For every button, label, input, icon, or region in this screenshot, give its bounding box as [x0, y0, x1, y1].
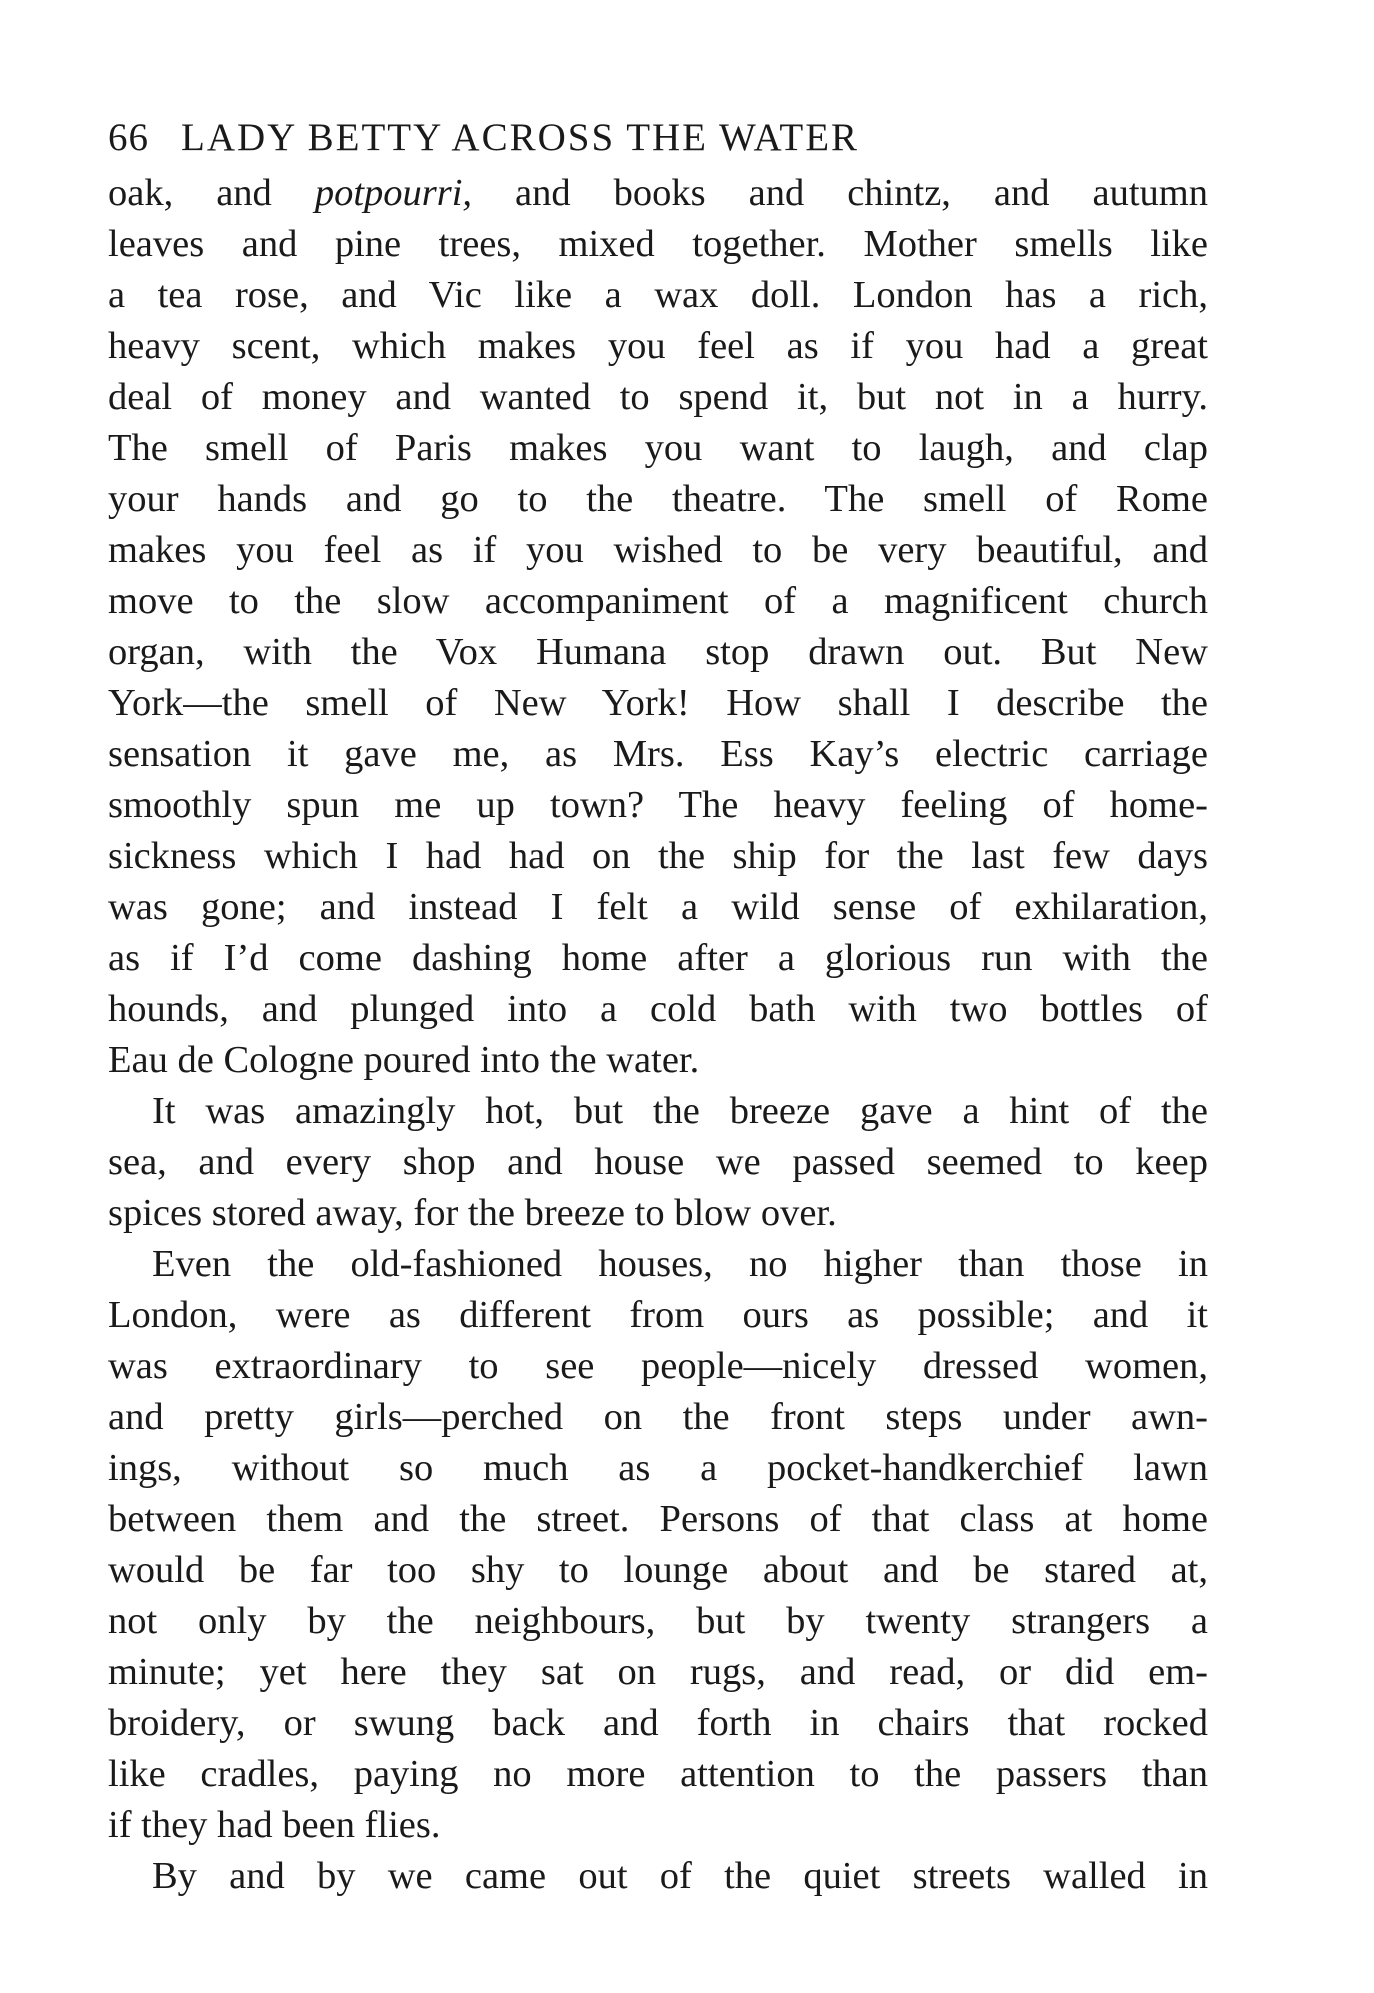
text-line: like cradles, paying no more attention to the passers than — [108, 1753, 1208, 1795]
page-number: 66 — [108, 116, 149, 159]
text-line: as if I’d come dashing home after a glorious run with the — [108, 937, 1208, 979]
text-line: smoothly spun me up town? The heavy feeling of home- — [108, 784, 1208, 826]
text-line: move to the slow accompaniment of a magnificent church — [108, 580, 1208, 622]
text-line: minute; yet here they sat on rugs, and read, or did em- — [108, 1651, 1208, 1693]
text-line: and pretty girls—perched on the front steps under awn- — [108, 1396, 1208, 1438]
paragraph — [108, 168, 1208, 1086]
text-line: sea, and every shop and house we passed seemed to keep — [108, 1141, 1208, 1183]
text-line: a tea rose, and Vic like a wax doll. London has a rich, — [108, 274, 1208, 316]
text-line: Even the old-fashioned houses, no higher than those in — [152, 1243, 1208, 1285]
text-line: heavy scent, which makes you feel as if you had a great — [108, 325, 1208, 367]
text-line: would be far too shy to lounge about and be stared at, — [108, 1549, 1208, 1591]
text-line: sickness which I had had on the ship for the last few days — [108, 835, 1208, 877]
text-line: sensation it gave me, as Mrs. Ess Kay’s electric carriage — [108, 733, 1208, 775]
text-line: London, were as different from ours as possible; and it — [108, 1294, 1208, 1336]
paragraph — [108, 1239, 1208, 1851]
text-line: oak, and potpourri, and books and chintz, and autumn — [108, 172, 1208, 214]
text-line: was gone; and instead I felt a wild sense of exhilaration, — [108, 886, 1208, 928]
text-line: not only by the neighbours, but by twenty strangers a — [108, 1600, 1208, 1642]
text-line: if they had been flies. — [108, 1804, 441, 1846]
text-line: makes you feel as if you wished to be very beautiful, and — [108, 529, 1208, 571]
text-line: ings, without so much as a pocket-handkerchief lawn — [108, 1447, 1208, 1489]
text-line: Eau de Cologne poured into the water. — [108, 1039, 700, 1081]
book-title: LADY BETTY ACROSS THE WATER — [181, 116, 860, 159]
text-line: organ, with the Vox Humana stop drawn out. But New — [108, 631, 1208, 673]
text-line: broidery, or swung back and forth in chairs that rocked — [108, 1702, 1208, 1744]
text-line: York—the smell of New York! How shall I describe the — [108, 682, 1208, 724]
text-line: spices stored away, for the breeze to blow over. — [108, 1192, 837, 1234]
paragraph — [108, 1086, 1208, 1239]
text-line: was extraordinary to see people—nicely dressed women, — [108, 1345, 1208, 1387]
text-line: The smell of Paris makes you want to laugh, and clap — [108, 427, 1208, 469]
text-line: leaves and pine trees, mixed together. Mother smells like — [108, 223, 1208, 265]
book-page — [108, 108, 1208, 1902]
text-line: By and by we came out of the quiet streets walled in — [152, 1855, 1208, 1897]
running-head — [108, 108, 1208, 168]
text-line: deal of money and wanted to spend it, but not in a hurry. — [108, 376, 1208, 418]
text-line: hounds, and plunged into a cold bath with two bottles of — [108, 988, 1208, 1030]
text-line: It was amazingly hot, but the breeze gave a hint of the — [152, 1090, 1208, 1132]
paragraph — [108, 1851, 1208, 1902]
body-text — [108, 168, 1208, 1902]
text-line: between them and the street. Persons of that class at home — [108, 1498, 1208, 1540]
text-line: your hands and go to the theatre. The smell of Rome — [108, 478, 1208, 520]
